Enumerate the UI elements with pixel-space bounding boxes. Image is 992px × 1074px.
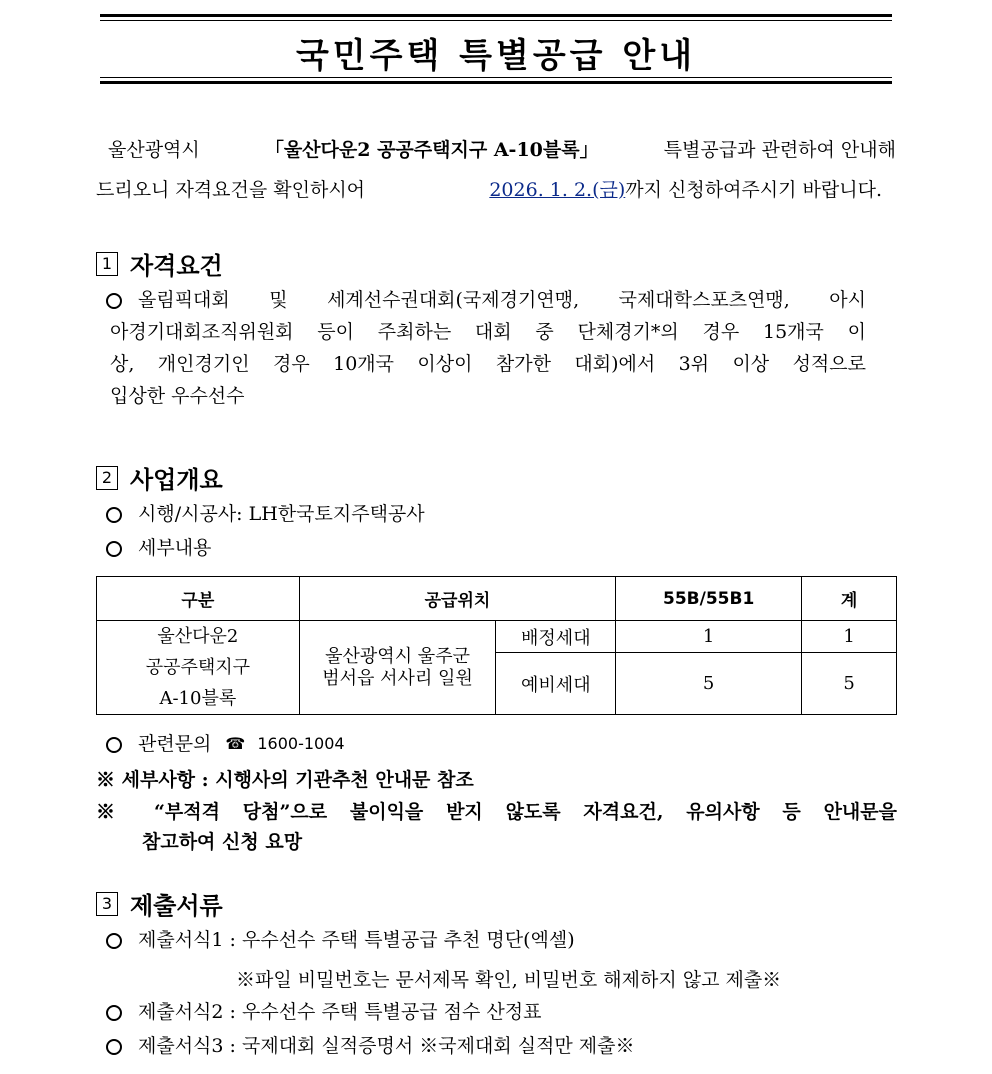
location-line: 범서읍 서사리 일원 [322, 667, 473, 689]
district-line: 공공주택지구 [145, 657, 251, 678]
list-item [100, 924, 575, 956]
section-2-heading [96, 460, 223, 495]
supply-table [96, 576, 897, 715]
section-number-box: 2 [96, 466, 118, 490]
form-1: 제출서식1 : 우수선수 주택 특별공급 추천 명단(엑셀) [138, 929, 575, 951]
header-cell: 구분 [97, 577, 300, 621]
section-title: 자격요건 [130, 252, 223, 280]
type-cell: 예비세대 [496, 653, 616, 715]
section-3-heading [96, 886, 223, 921]
project-name: 「울산다운2 공공주택지구 A-10블록」 [264, 139, 599, 161]
title-banner [100, 14, 892, 84]
title-rule-top-thin [100, 20, 892, 21]
contact-phone: 1600-1004 [257, 734, 345, 753]
intro-suffix: 특별공급과 관련하여 안내해 [663, 139, 896, 161]
list-item [100, 532, 211, 564]
title-rule-top [100, 14, 892, 17]
type-cell: 배정세대 [496, 621, 616, 653]
section-title: 제출서류 [130, 892, 223, 920]
bullet-circle-icon [106, 507, 122, 523]
location-line: 울산광역시 울주군 [325, 645, 470, 667]
list-item [100, 996, 541, 1028]
header-cell: 공급위치 [299, 577, 616, 621]
eligibility-line: 올림픽대회 및 세계선수권대회(국제경기연맹, 국제대학스포츠연맹, 아시 [138, 289, 866, 311]
bullet-circle-icon [106, 1005, 122, 1021]
bullet-circle-icon [106, 541, 122, 557]
note-warning [96, 797, 897, 857]
district-cell [97, 621, 300, 715]
list-item [100, 284, 866, 316]
intro-paragraph [96, 130, 896, 210]
header-cell: 계 [802, 577, 897, 621]
section-number-box: 3 [96, 892, 118, 916]
intro-line-1 [96, 130, 896, 170]
eligibility-list [100, 284, 866, 412]
intro-line2-suffix: 까지 신청하여주시기 바랍니다. [625, 179, 882, 201]
operator-text: 시행/시공사: LH한국토지주택공사 [138, 503, 425, 525]
form-2: 제출서식2 : 우수선수 주택 특별공급 점수 산정표 [138, 1001, 542, 1023]
bullet-circle-icon [106, 1039, 122, 1055]
details-label: 세부내용 [138, 537, 212, 559]
section-1-heading [96, 246, 223, 281]
intro-prefix: 울산광역시 [108, 139, 200, 161]
list-item [100, 1030, 635, 1062]
form-1-note: ※파일 비밀번호는 문서제목 확인, 비밀번호 해제하지 않고 제출※ [236, 969, 782, 991]
list-item [100, 498, 425, 530]
note-warning-line: ※ “부적격 당첨”으로 불이익을 받지 않도록 자격요건, 유의사항 등 안내문을 [96, 801, 897, 823]
table-header-row [97, 577, 897, 621]
units-cell: 1 [616, 621, 802, 653]
total-cell: 1 [802, 621, 897, 653]
district-line: 울산다운2 [157, 626, 239, 647]
deadline-date: 2026. 1. 2.(금) [489, 179, 626, 201]
intro-line-2 [96, 170, 882, 210]
section-number-box: 1 [96, 252, 118, 276]
units-cell: 5 [616, 653, 802, 715]
location-cell [299, 621, 496, 715]
contact-item [100, 728, 345, 760]
form-3: 제출서식3 : 국제대회 실적증명서 ※국제대회 실적만 제출※ [138, 1035, 635, 1057]
bullet-circle-icon [106, 933, 122, 949]
title-rule-bottom-thin [100, 77, 892, 78]
title-rule-bottom [100, 81, 892, 84]
header-cell: 55B/55B1 [616, 577, 802, 621]
intro-line2-prefix: 드리오니 자격요건을 확인하시어 [96, 179, 366, 201]
eligibility-line: 상, 개인경기인 경우 10개국 이상이 참가한 대회)에서 3위 이상 성적으로 [110, 353, 866, 375]
total-cell: 5 [802, 653, 897, 715]
contact-label: 관련문의 [138, 733, 212, 755]
note-warning-line: 참고하여 신청 요망 [142, 831, 303, 853]
eligibility-line: 입상한 우수선수 [110, 385, 245, 407]
eligibility-line: 아경기대회조직위원회 등이 주최하는 대회 중 단체경기*의 경우 15개국 이 [110, 321, 866, 343]
page-title: 국민주택 특별공급 안내 [295, 36, 697, 76]
table-row [97, 621, 897, 653]
bullet-circle-icon [106, 293, 122, 309]
note-details: ※ 세부사항 : 시행사의 기관추천 안내문 참조 [96, 769, 474, 791]
district-line: A-10블록 [159, 688, 237, 709]
phone-icon: ☎ [225, 734, 246, 753]
bullet-circle-icon [106, 737, 122, 753]
section-title: 사업개요 [130, 466, 223, 494]
